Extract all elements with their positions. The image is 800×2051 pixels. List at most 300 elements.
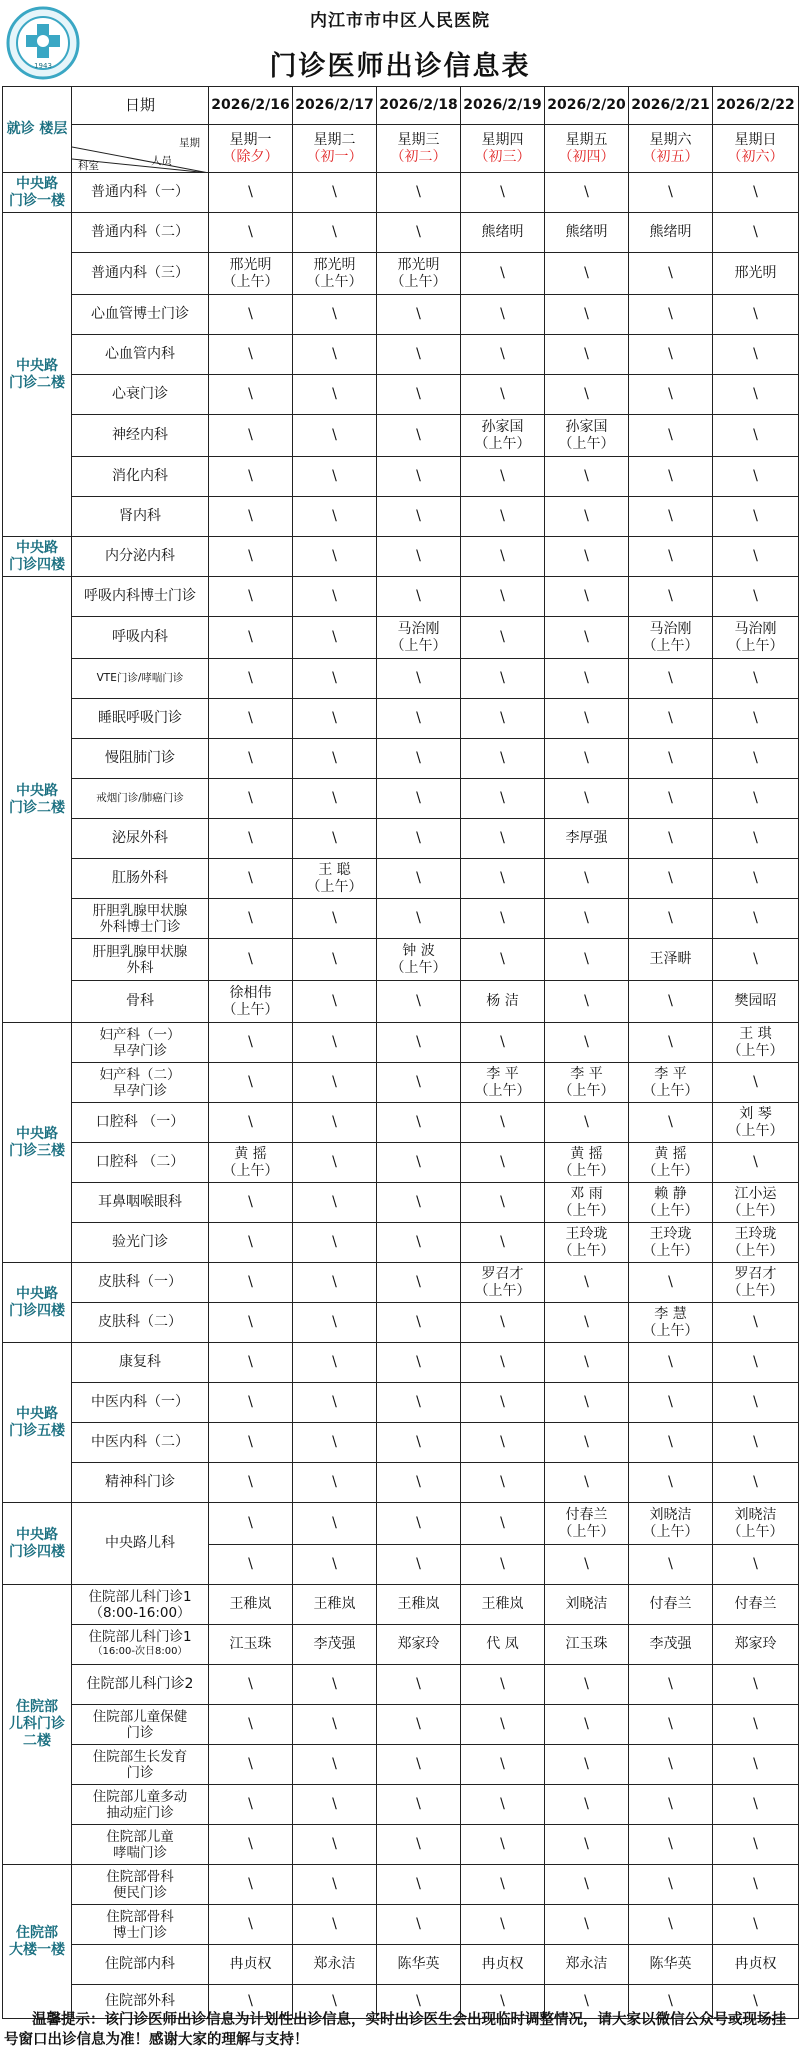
- doctor-cell: 熊绪明: [461, 213, 545, 253]
- empty-slot-cell: \: [293, 537, 377, 577]
- empty-slot-cell: \: [629, 899, 713, 939]
- empty-slot-cell: \: [713, 213, 799, 253]
- doctor-cell: 邢光明: [713, 253, 799, 295]
- doctor-cell: 王玲珑 （上午）: [713, 1223, 799, 1263]
- table-row: [3, 981, 799, 1023]
- date-cell: 2026/2/17: [293, 87, 377, 125]
- doctor-cell: 熊绪明: [545, 213, 629, 253]
- empty-slot-cell: \: [293, 1063, 377, 1103]
- empty-slot-cell: \: [293, 1745, 377, 1785]
- empty-slot-cell: \: [629, 253, 713, 295]
- empty-slot-cell: \: [461, 375, 545, 415]
- empty-slot-cell: \: [209, 1665, 293, 1705]
- weekday-header-row: [3, 125, 799, 173]
- table-row: [3, 1503, 799, 1545]
- empty-slot-cell: \: [209, 1785, 293, 1825]
- empty-slot-cell: \: [461, 1785, 545, 1825]
- empty-slot-cell: \: [293, 1383, 377, 1423]
- empty-slot-cell: \: [461, 335, 545, 375]
- dept-cell: 肝胆乳腺甲状腺 外科: [72, 939, 209, 981]
- table-row: [3, 1945, 799, 1985]
- empty-slot-cell: \: [209, 899, 293, 939]
- empty-slot-cell: \: [713, 779, 799, 819]
- empty-slot-cell: \: [461, 739, 545, 779]
- dept-cell: 普通内科（一）: [72, 173, 209, 213]
- empty-slot-cell: \: [461, 1103, 545, 1143]
- empty-slot-cell: \: [713, 415, 799, 457]
- empty-slot-cell: \: [545, 1825, 629, 1865]
- doctor-cell: 罗召才 （上午）: [461, 1263, 545, 1303]
- empty-slot-cell: \: [293, 1183, 377, 1223]
- doctor-cell: 冉贞权: [461, 1945, 545, 1985]
- dept-name: 住院部儿科门诊1: [88, 1629, 192, 1645]
- floor-cell: 中央路 门诊三楼: [3, 1023, 72, 1263]
- empty-slot-cell: \: [209, 415, 293, 457]
- empty-slot-cell: \: [545, 1545, 629, 1585]
- dept-cell: 住院部骨科 便民门诊: [72, 1865, 209, 1905]
- doctor-cell: 马治刚 （上午）: [377, 617, 461, 659]
- empty-slot-cell: \: [293, 1503, 377, 1545]
- floor-cell: 中央路 门诊四楼: [3, 1263, 72, 1343]
- table-row: [3, 253, 799, 295]
- empty-slot-cell: \: [461, 1665, 545, 1705]
- empty-slot-cell: \: [293, 497, 377, 537]
- date-cell: 2026/2/22: [713, 87, 799, 125]
- empty-slot-cell: \: [545, 1423, 629, 1463]
- table-row: [3, 819, 799, 859]
- table-row: [3, 1223, 799, 1263]
- doctor-cell: 李茂强: [629, 1625, 713, 1665]
- empty-slot-cell: \: [545, 457, 629, 497]
- empty-slot-cell: \: [377, 1985, 461, 2019]
- lunar-label: （除夕）: [222, 148, 279, 165]
- empty-slot-cell: \: [461, 497, 545, 537]
- doctor-cell: 邓 雨 （上午）: [545, 1183, 629, 1223]
- dept-cell: 肛肠外科: [72, 859, 209, 899]
- empty-slot-cell: \: [713, 1545, 799, 1585]
- empty-slot-cell: \: [209, 375, 293, 415]
- empty-slot-cell: \: [209, 173, 293, 213]
- empty-slot-cell: \: [293, 1705, 377, 1745]
- empty-slot-cell: \: [629, 1383, 713, 1423]
- doctor-cell: 邢光明 （上午）: [377, 253, 461, 295]
- weekday-cell: [377, 125, 461, 173]
- table-row: [3, 1023, 799, 1063]
- table-row: [3, 1625, 799, 1665]
- lunar-label: （初二）: [390, 148, 447, 165]
- table-row: [3, 1103, 799, 1143]
- empty-slot-cell: \: [209, 1103, 293, 1143]
- hospital-name: 内江市市中区人民医院: [310, 11, 490, 31]
- dept-cell: 中央路儿科: [72, 1503, 209, 1585]
- empty-slot-cell: \: [209, 1183, 293, 1223]
- empty-slot-cell: \: [377, 1343, 461, 1383]
- empty-slot-cell: \: [293, 617, 377, 659]
- empty-slot-cell: \: [545, 1705, 629, 1745]
- empty-slot-cell: \: [293, 939, 377, 981]
- doctor-cell: 杨 洁: [461, 981, 545, 1023]
- table-row: [3, 1585, 799, 1625]
- empty-slot-cell: \: [293, 295, 377, 335]
- empty-slot-cell: \: [629, 1665, 713, 1705]
- lunar-label: （初三）: [474, 148, 531, 165]
- doctor-cell: 黄 摇 （上午）: [209, 1143, 293, 1183]
- empty-slot-cell: \: [713, 497, 799, 537]
- empty-slot-cell: \: [377, 375, 461, 415]
- doctor-cell: 王泽畊: [629, 939, 713, 981]
- dept-cell: [72, 1625, 209, 1665]
- empty-slot-cell: \: [293, 1825, 377, 1865]
- empty-slot-cell: \: [713, 1665, 799, 1705]
- table-row: [3, 659, 799, 699]
- dept-cell: 住院部外科: [72, 1985, 209, 2019]
- empty-slot-cell: \: [209, 577, 293, 617]
- empty-slot-cell: \: [293, 1785, 377, 1825]
- table-row: [3, 375, 799, 415]
- empty-slot-cell: \: [377, 1503, 461, 1545]
- empty-slot-cell: \: [629, 173, 713, 213]
- empty-slot-cell: \: [629, 1463, 713, 1503]
- table-row: [3, 1263, 799, 1303]
- empty-slot-cell: \: [461, 173, 545, 213]
- empty-slot-cell: \: [461, 1183, 545, 1223]
- doctor-cell: 王玲珑 （上午）: [629, 1223, 713, 1263]
- doctor-cell: 黄 摇 （上午）: [629, 1143, 713, 1183]
- dept-cell: 内分泌内科: [72, 537, 209, 577]
- dept-cell: 住院部儿童 哮喘门诊: [72, 1825, 209, 1865]
- table-row: [3, 1343, 799, 1383]
- doctor-cell: 孙家国 （上午）: [461, 415, 545, 457]
- table-row: [3, 1745, 799, 1785]
- empty-slot-cell: \: [545, 659, 629, 699]
- empty-slot-cell: \: [377, 659, 461, 699]
- dept-cell: 中医内科（一）: [72, 1383, 209, 1423]
- empty-slot-cell: \: [713, 1383, 799, 1423]
- empty-slot-cell: \: [377, 1865, 461, 1905]
- empty-slot-cell: \: [377, 899, 461, 939]
- empty-slot-cell: \: [713, 1825, 799, 1865]
- empty-slot-cell: \: [713, 1905, 799, 1945]
- dept-cell: 住院部儿童保健 门诊: [72, 1705, 209, 1745]
- empty-slot-cell: \: [293, 1985, 377, 2019]
- dept-cell: 住院部儿童多动 抽动症门诊: [72, 1785, 209, 1825]
- empty-slot-cell: \: [461, 1143, 545, 1183]
- empty-slot-cell: \: [377, 1183, 461, 1223]
- empty-slot-cell: \: [545, 939, 629, 981]
- dept-cell: 呼吸内科博士门诊: [72, 577, 209, 617]
- empty-slot-cell: \: [377, 779, 461, 819]
- empty-slot-cell: \: [461, 577, 545, 617]
- empty-slot-cell: \: [293, 981, 377, 1023]
- table-row: [3, 537, 799, 577]
- doctor-cell: 李 平 （上午）: [629, 1063, 713, 1103]
- empty-slot-cell: \: [545, 173, 629, 213]
- empty-slot-cell: \: [713, 859, 799, 899]
- empty-slot-cell: \: [293, 659, 377, 699]
- empty-slot-cell: \: [377, 1665, 461, 1705]
- empty-slot-cell: \: [377, 1143, 461, 1183]
- table-row: [3, 577, 799, 617]
- table-row: [3, 295, 799, 335]
- date-cell: 2026/2/16: [209, 87, 293, 125]
- empty-slot-cell: \: [377, 981, 461, 1023]
- empty-slot-cell: \: [293, 1545, 377, 1585]
- lunar-label: （初六）: [727, 148, 784, 165]
- empty-slot-cell: \: [545, 1985, 629, 2019]
- empty-slot-cell: \: [209, 1503, 293, 1545]
- empty-slot-cell: \: [461, 699, 545, 739]
- dept-cell: 呼吸内科: [72, 617, 209, 659]
- empty-slot-cell: \: [461, 1023, 545, 1063]
- dept-cell: VTE门诊/哮喘门诊: [72, 659, 209, 699]
- empty-slot-cell: \: [713, 1063, 799, 1103]
- empty-slot-cell: \: [461, 1423, 545, 1463]
- empty-slot-cell: \: [377, 1303, 461, 1343]
- doctor-cell: 付春兰: [629, 1585, 713, 1625]
- empty-slot-cell: \: [461, 1705, 545, 1745]
- floor-cell: 中央路 门诊二楼: [3, 577, 72, 1023]
- empty-slot-cell: \: [293, 1143, 377, 1183]
- empty-slot-cell: \: [293, 819, 377, 859]
- table-row: [3, 457, 799, 497]
- empty-slot-cell: \: [377, 1825, 461, 1865]
- empty-slot-cell: \: [629, 981, 713, 1023]
- doctor-cell: 江玉珠: [545, 1625, 629, 1665]
- empty-slot-cell: \: [629, 659, 713, 699]
- weekday-cell: [293, 125, 377, 173]
- empty-slot-cell: \: [629, 1745, 713, 1785]
- floor-cell: 中央路 门诊五楼: [3, 1343, 72, 1503]
- empty-slot-cell: \: [377, 497, 461, 537]
- dept-cell: 康复科: [72, 1343, 209, 1383]
- dept-cell: 戒烟门诊/肺癌门诊: [72, 779, 209, 819]
- empty-slot-cell: \: [461, 1343, 545, 1383]
- empty-slot-cell: \: [713, 699, 799, 739]
- empty-slot-cell: \: [545, 1103, 629, 1143]
- empty-slot-cell: \: [713, 457, 799, 497]
- empty-slot-cell: \: [629, 577, 713, 617]
- weekday-cell: [545, 125, 629, 173]
- empty-slot-cell: \: [629, 457, 713, 497]
- empty-slot-cell: \: [629, 1545, 713, 1585]
- table-row: [3, 1865, 799, 1905]
- date-cell: 2026/2/19: [461, 87, 545, 125]
- floor-cell: 中央路 门诊四楼: [3, 1503, 72, 1585]
- empty-slot-cell: \: [377, 1785, 461, 1825]
- empty-slot-cell: \: [461, 295, 545, 335]
- empty-slot-cell: \: [377, 1463, 461, 1503]
- dept-cell: 肝胆乳腺甲状腺 外科博士门诊: [72, 899, 209, 939]
- dept-cell: 慢阻肺门诊: [72, 739, 209, 779]
- dept-cell: 睡眠呼吸门诊: [72, 699, 209, 739]
- empty-slot-cell: \: [629, 537, 713, 577]
- empty-slot-cell: \: [209, 1865, 293, 1905]
- empty-slot-cell: \: [545, 617, 629, 659]
- empty-slot-cell: \: [545, 1303, 629, 1343]
- empty-slot-cell: \: [629, 1263, 713, 1303]
- dept-cell: 耳鼻咽喉眼科: [72, 1183, 209, 1223]
- doctor-cell: 王稚岚: [461, 1585, 545, 1625]
- empty-slot-cell: \: [293, 1865, 377, 1905]
- dept-time-range: （16:00-次日8:00）: [92, 1646, 188, 1657]
- dept-cell: 神经内科: [72, 415, 209, 457]
- empty-slot-cell: \: [293, 699, 377, 739]
- empty-slot-cell: \: [377, 739, 461, 779]
- dept-cell: 妇产科（一） 早孕门诊: [72, 1023, 209, 1063]
- doctor-cell: 王稚岚: [209, 1585, 293, 1625]
- empty-slot-cell: \: [377, 1223, 461, 1263]
- dept-cell: 妇产科（二） 早孕门诊: [72, 1063, 209, 1103]
- empty-slot-cell: \: [293, 577, 377, 617]
- doctor-cell: 王稚岚: [293, 1585, 377, 1625]
- svg-text:1943: 1943: [34, 62, 52, 70]
- empty-slot-cell: \: [713, 173, 799, 213]
- doctor-cell: 冉贞权: [713, 1945, 799, 1985]
- empty-slot-cell: \: [545, 699, 629, 739]
- table-row: [3, 699, 799, 739]
- empty-slot-cell: \: [293, 1103, 377, 1143]
- empty-slot-cell: \: [209, 497, 293, 537]
- empty-slot-cell: \: [293, 1905, 377, 1945]
- lunar-label: （初一）: [306, 148, 363, 165]
- empty-slot-cell: \: [545, 1745, 629, 1785]
- table-row: [3, 173, 799, 213]
- empty-slot-cell: \: [713, 577, 799, 617]
- corner-person-label: 人员: [151, 155, 172, 167]
- empty-slot-cell: \: [713, 1343, 799, 1383]
- empty-slot-cell: \: [377, 1423, 461, 1463]
- table-row: [3, 859, 799, 899]
- empty-slot-cell: \: [545, 577, 629, 617]
- dept-cell: 心衰门诊: [72, 375, 209, 415]
- doctor-cell: 郑永洁: [545, 1945, 629, 1985]
- dept-cell: 口腔科 （一）: [72, 1103, 209, 1143]
- doctor-cell: 徐相伟 （上午）: [209, 981, 293, 1023]
- table-row: [3, 335, 799, 375]
- empty-slot-cell: \: [209, 335, 293, 375]
- empty-slot-cell: \: [377, 295, 461, 335]
- doctor-cell: 王稚岚: [377, 1585, 461, 1625]
- empty-slot-cell: \: [377, 1063, 461, 1103]
- empty-slot-cell: \: [377, 1263, 461, 1303]
- empty-slot-cell: \: [209, 537, 293, 577]
- empty-slot-cell: \: [377, 859, 461, 899]
- dept-cell: 皮肤科（一）: [72, 1263, 209, 1303]
- empty-slot-cell: \: [461, 1985, 545, 2019]
- table-row: [3, 1063, 799, 1103]
- table-row: [3, 1423, 799, 1463]
- empty-slot-cell: \: [461, 457, 545, 497]
- empty-slot-cell: \: [293, 457, 377, 497]
- empty-slot-cell: \: [293, 173, 377, 213]
- dept-cell: 中医内科（二）: [72, 1423, 209, 1463]
- date-cell: 2026/2/18: [377, 87, 461, 125]
- empty-slot-cell: \: [545, 899, 629, 939]
- page-header: [0, 0, 800, 86]
- dept-cell: 骨科: [72, 981, 209, 1023]
- empty-slot-cell: \: [545, 1785, 629, 1825]
- dept-cell: 皮肤科（二）: [72, 1303, 209, 1343]
- empty-slot-cell: \: [629, 497, 713, 537]
- empty-slot-cell: \: [545, 779, 629, 819]
- date-cell: 2026/2/20: [545, 87, 629, 125]
- doctor-cell: 李 平 （上午）: [545, 1063, 629, 1103]
- empty-slot-cell: \: [461, 1503, 545, 1545]
- empty-slot-cell: \: [713, 1705, 799, 1745]
- empty-slot-cell: \: [377, 699, 461, 739]
- empty-slot-cell: \: [461, 617, 545, 659]
- table-row: [3, 899, 799, 939]
- dept-cell: 住院部儿科门诊2: [72, 1665, 209, 1705]
- empty-slot-cell: \: [713, 335, 799, 375]
- empty-slot-cell: \: [545, 859, 629, 899]
- empty-slot-cell: \: [713, 1423, 799, 1463]
- table-row: [3, 617, 799, 659]
- empty-slot-cell: \: [461, 1223, 545, 1263]
- floor-cell: 中央路 门诊二楼: [3, 213, 72, 537]
- empty-slot-cell: \: [209, 659, 293, 699]
- empty-slot-cell: \: [209, 939, 293, 981]
- weekday-label: 星期五: [565, 131, 608, 148]
- date-cell: 2026/2/21: [629, 87, 713, 125]
- empty-slot-cell: \: [545, 1343, 629, 1383]
- table-row: [3, 1905, 799, 1945]
- empty-slot-cell: \: [461, 939, 545, 981]
- doctor-cell: 郑永洁: [293, 1945, 377, 1985]
- table-row: [3, 1705, 799, 1745]
- table-row: [3, 1665, 799, 1705]
- empty-slot-cell: \: [209, 859, 293, 899]
- doctor-cell: 郑家玲: [377, 1625, 461, 1665]
- empty-slot-cell: \: [293, 1343, 377, 1383]
- weekday-label: 星期四: [481, 131, 524, 148]
- weekday-label: 星期二: [313, 131, 356, 148]
- table-row: [3, 1825, 799, 1865]
- empty-slot-cell: \: [377, 1023, 461, 1063]
- doctor-cell: 赖 静 （上午）: [629, 1183, 713, 1223]
- empty-slot-cell: \: [629, 1825, 713, 1865]
- schedule-table: [2, 86, 799, 2019]
- empty-slot-cell: \: [377, 1745, 461, 1785]
- doctor-cell: 付春兰: [713, 1585, 799, 1625]
- dept-cell: 口腔科 （二）: [72, 1143, 209, 1183]
- empty-slot-cell: \: [293, 1665, 377, 1705]
- empty-slot-cell: \: [713, 659, 799, 699]
- empty-slot-cell: \: [209, 1905, 293, 1945]
- weekday-label: 星期六: [649, 131, 692, 148]
- weekday-cell: [461, 125, 545, 173]
- empty-slot-cell: \: [461, 1825, 545, 1865]
- doctor-cell: 李 平 （上午）: [461, 1063, 545, 1103]
- doctor-cell: 代 凤: [461, 1625, 545, 1665]
- doctor-cell: 王玲珑 （上午）: [545, 1223, 629, 1263]
- empty-slot-cell: \: [293, 1463, 377, 1503]
- empty-slot-cell: \: [377, 335, 461, 375]
- floor-cell: 住院部 大楼一楼: [3, 1865, 72, 2019]
- empty-slot-cell: \: [545, 1023, 629, 1063]
- weekday-cell: [629, 125, 713, 173]
- table-row: [3, 1785, 799, 1825]
- empty-slot-cell: \: [209, 617, 293, 659]
- empty-slot-cell: \: [377, 1905, 461, 1945]
- doctor-cell: 刘晓洁 （上午）: [629, 1503, 713, 1545]
- empty-slot-cell: \: [713, 1985, 799, 2019]
- diagonal-header-cell: [72, 125, 209, 173]
- empty-slot-cell: \: [713, 1143, 799, 1183]
- table-row: [3, 1143, 799, 1183]
- doctor-cell: 王 琪 （上午）: [713, 1023, 799, 1063]
- doctor-cell: 冉贞权: [209, 1945, 293, 1985]
